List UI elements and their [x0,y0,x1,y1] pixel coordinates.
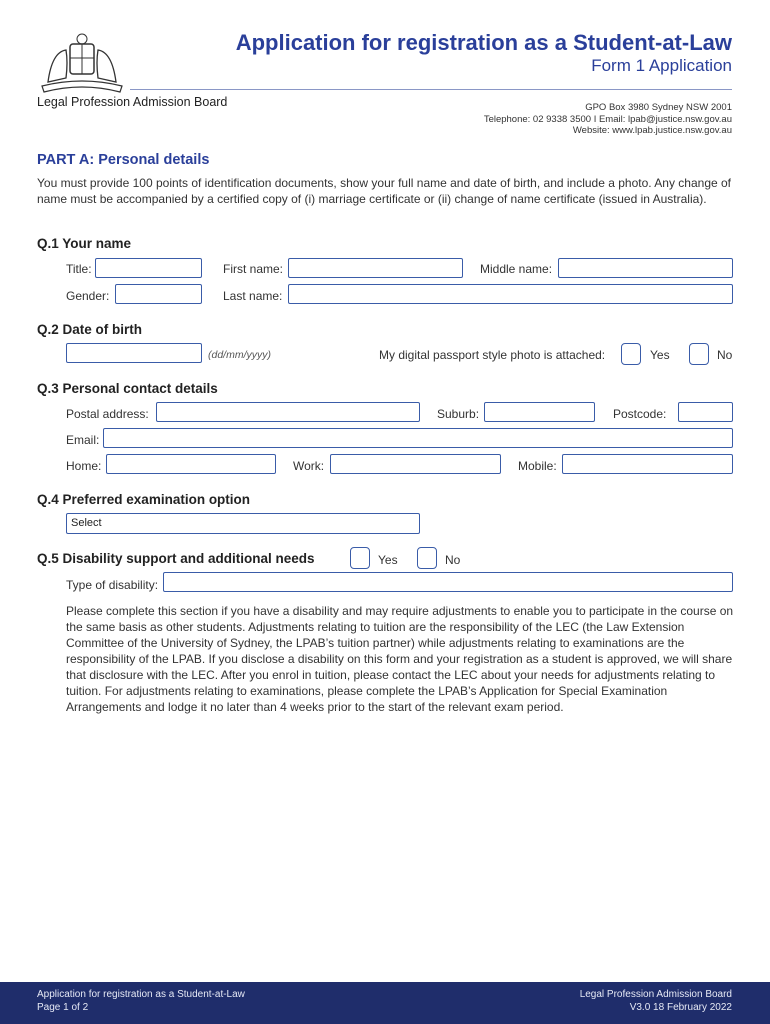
disability-no-label: No [445,553,461,567]
page-footer [0,982,770,1024]
part-a-intro: You must provide 100 points of identification documents, show your full name and date of birth, and include a photo. Any change of name must be accompanied by a certified copy of (i) marriage certificate or (ii) change of name certificate (issued in Australia). [37,176,732,206]
q4-heading: Q.4 Preferred examination option [37,492,251,507]
footer-page-number: Page 1 of 2 [37,1002,89,1013]
q5-heading: Q.5 Disability support and additional needs [37,551,315,566]
disability-type-label: Type of disability: [66,578,159,592]
gender-input[interactable] [115,284,202,304]
first-name-input[interactable] [288,258,463,278]
gender-label: Gender: [66,289,110,303]
photo-no-checkbox[interactable] [689,343,709,365]
postal-address-label: Postal address: [66,407,149,421]
middle-name-input[interactable] [558,258,733,278]
q3-heading: Q.3 Personal contact details [37,381,218,396]
photo-yes-label: Yes [650,348,670,362]
dob-input[interactable] [66,343,202,363]
suburb-input[interactable] [484,402,595,422]
email-label: Email: [66,433,100,447]
work-phone-label: Work: [293,459,325,473]
contact-website: Website: www.lpab.justice.nsw.gov.au [572,125,732,136]
photo-yes-checkbox[interactable] [621,343,641,365]
exam-option-select[interactable] [66,513,420,534]
footer-form-name: Application for registration as a Student-at-Law [37,989,245,1000]
q2-heading: Q.2 Date of birth [37,322,143,337]
footer-org-name: Legal Profession Admission Board [579,989,732,1000]
footer-version: V3.0 18 February 2022 [629,1002,732,1013]
form-title: Application for registration as a Student-at-Law [235,30,732,55]
part-a-heading: PART A: Personal details [37,152,210,168]
last-name-input[interactable] [288,284,733,304]
header-divider [130,89,732,90]
mobile-label: Mobile: [518,459,557,473]
exam-option-value: Select [71,517,102,529]
work-phone-input[interactable] [330,454,501,474]
home-phone-input[interactable] [106,454,276,474]
org-name: Legal Profession Admission Board [37,95,228,109]
dob-hint: (dd/mm/yyyy) [208,349,271,361]
contact-phone-email: Telephone: 02 9338 3500 I Email: lpab@justice.nsw.gov.au [483,114,732,125]
photo-no-label: No [717,348,733,362]
postcode-input[interactable] [678,402,733,422]
suburb-label: Suburb: [437,407,480,421]
disability-type-input[interactable] [163,572,733,592]
disability-info: Please complete this section if you have a disability and may require adjustments to enable you to participate in the course on the same basis as other students. Adjustments relating to tuition are the responsibility of the LEC (the Law Extension Committee of the University of Sydney, the LPAB’s tuition partner) while adjustments relating to examinations are the responsibility of the LPAB. If you disclose a disability on this form and your registration as a student is approved, we will share that disclosure with the LEC. After you enrol in tuition, please contact the LEC about your needs for adjustments relating to tuition. For adjustments relating to examinations, please complete the LPAB’s Application for Special Examination Arrangements and lodge it no later than 4 weeks prior to the start of the relevant exam period. [66,604,734,714]
contact-address: GPO Box 3980 Sydney NSW 2001 [585,102,732,113]
last-name-label: Last name: [223,289,283,303]
disability-yes-label: Yes [378,553,398,567]
first-name-label: First name: [223,262,284,276]
title-input[interactable] [95,258,202,278]
disability-no-checkbox[interactable] [417,547,437,569]
postcode-label: Postcode: [613,407,667,421]
email-input[interactable] [103,428,733,448]
coat-of-arms-icon [36,32,128,94]
disability-yes-checkbox[interactable] [350,547,370,569]
form-subtitle: Form 1 Application [591,56,732,75]
title-label: Title: [66,262,92,276]
middle-name-label: Middle name: [480,262,553,276]
photo-label: My digital passport style photo is attached: [379,348,606,362]
postal-address-input[interactable] [156,402,420,422]
mobile-input[interactable] [562,454,733,474]
q1-heading: Q.1 Your name [37,236,132,251]
home-phone-label: Home: [66,459,102,473]
